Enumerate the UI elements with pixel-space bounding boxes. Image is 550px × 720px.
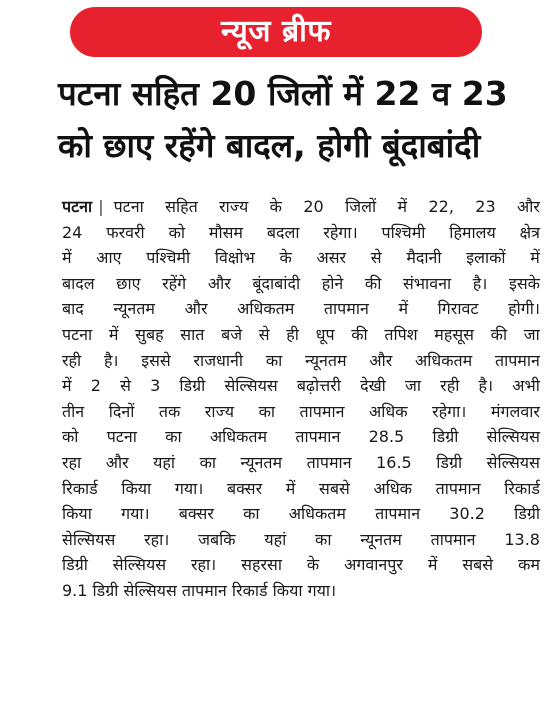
article-line	[62, 527, 540, 553]
word: रहेगा।	[432, 401, 467, 421]
article-line	[62, 296, 540, 322]
word: डिग्री	[62, 555, 88, 575]
article-line-text	[62, 476, 540, 502]
word: 2	[90, 376, 101, 396]
word: की	[364, 273, 382, 293]
word: का	[243, 504, 260, 524]
word: का	[258, 401, 275, 421]
word: तापमान	[295, 427, 341, 447]
word: आए	[96, 248, 122, 268]
word: अधिकतम	[288, 504, 346, 524]
word: जबकि	[198, 529, 236, 549]
word: रहा।	[191, 555, 217, 575]
word: सुबह	[135, 324, 164, 344]
word: के	[269, 197, 282, 216]
word: में	[427, 555, 438, 575]
word: से	[258, 324, 270, 344]
article-line-text: 9.1 डिग्री सेल्सियस तापमान रिकार्ड किया गया।	[62, 580, 337, 600]
word: हिमालय	[449, 222, 496, 242]
word: जा	[404, 376, 421, 396]
word: यहां	[153, 452, 176, 472]
word: बक्सर	[227, 478, 263, 498]
word: फरवरी	[106, 222, 145, 242]
article-line	[62, 322, 540, 348]
word: 13.8	[504, 529, 540, 549]
article-line-text	[62, 424, 540, 450]
word: धूप	[315, 324, 335, 344]
dateline: पटना	[62, 197, 93, 216]
word: रहेगा।	[323, 222, 358, 242]
word: इसके	[508, 273, 540, 293]
word: का	[265, 350, 283, 370]
word: जा	[523, 324, 540, 344]
word: अधिक	[369, 401, 408, 421]
word: 3	[150, 376, 161, 396]
article-line	[62, 348, 540, 374]
article-line-text	[114, 194, 540, 220]
word: की	[490, 324, 508, 344]
word: सेल्सियस	[112, 555, 167, 575]
word: रहा।	[144, 529, 170, 549]
word: 22,	[428, 197, 454, 216]
word: में	[62, 376, 72, 396]
word: में	[398, 299, 409, 319]
word: 20	[303, 197, 324, 216]
word: का	[165, 427, 182, 447]
word: सात	[180, 324, 205, 344]
article-line-text	[62, 450, 540, 476]
headline-line: पटना सहित 20 जिलों में 22 व 23	[58, 74, 508, 113]
word: रही	[440, 376, 460, 396]
word: और	[369, 350, 393, 370]
word: अधिक	[373, 478, 412, 498]
article-line-text	[62, 399, 540, 425]
word: सेल्सियस	[224, 376, 278, 396]
word: के	[306, 555, 320, 575]
section-banner	[70, 7, 482, 57]
word: अधिकतम	[209, 427, 268, 447]
word: है।	[103, 350, 119, 370]
word: तापमान	[494, 350, 540, 370]
word: है।	[472, 273, 488, 293]
word: सहरसा	[241, 555, 282, 575]
word: ही	[286, 324, 299, 344]
word: बदला	[266, 222, 300, 242]
article-line-text	[62, 348, 540, 374]
word: न्यूनतम	[113, 299, 155, 319]
word: 30.2	[449, 504, 485, 524]
word: राज्य	[204, 401, 235, 421]
word: तापमान	[375, 504, 421, 524]
word: होने	[321, 273, 344, 293]
word: असर	[316, 248, 347, 268]
word: इससे	[141, 350, 171, 370]
article-line	[62, 220, 540, 246]
word: में	[62, 248, 72, 268]
word: सेल्सियस	[486, 427, 540, 447]
article-line-text	[62, 501, 540, 527]
word: राज्य	[219, 197, 249, 216]
word: रहा	[62, 452, 82, 472]
word: महसूस	[434, 324, 474, 344]
word: न्यूनतम	[360, 529, 402, 549]
word: पश्चिमी	[381, 222, 426, 242]
word: राजधानी	[193, 350, 244, 370]
article-line-text	[62, 245, 540, 271]
word: देखी	[360, 376, 386, 396]
word: और	[105, 452, 129, 472]
word: अभी	[512, 376, 540, 396]
article-line	[62, 424, 540, 450]
word: तक	[158, 401, 181, 421]
word: के	[279, 248, 292, 268]
word: में	[397, 197, 408, 216]
word: क्षेत्र	[519, 222, 540, 242]
article-line-text	[62, 271, 540, 297]
word: गिरावट	[437, 299, 479, 319]
word: रही	[62, 350, 82, 370]
word: मैदानी	[406, 248, 442, 268]
article-line	[62, 552, 540, 578]
word: को	[62, 427, 79, 447]
word: बादल	[62, 273, 95, 293]
word: की	[351, 324, 368, 344]
word: 23	[475, 197, 496, 216]
word: में	[285, 478, 296, 498]
word: मंगलवार	[490, 401, 540, 421]
word: से	[370, 248, 382, 268]
word: मौसम	[208, 222, 243, 242]
word: 16.5	[376, 452, 412, 472]
word: पटना	[62, 324, 93, 344]
article-line	[62, 450, 540, 476]
section-title: न्यूज ब्रीफ	[221, 14, 331, 49]
article-line	[62, 271, 540, 297]
headline-line: को छाए रहेंगे बादल, होगी बूंदाबांदी	[58, 126, 481, 165]
article-line	[62, 373, 540, 399]
article-line-text	[62, 373, 540, 399]
word: संभावना	[402, 273, 452, 293]
word: और	[517, 197, 540, 216]
word: न्यूनतम	[240, 452, 283, 472]
article-line	[62, 476, 540, 502]
word: से	[120, 376, 131, 396]
word: इलाकों	[466, 248, 506, 268]
article-line	[62, 578, 540, 604]
word: यहां	[264, 529, 287, 549]
article-line	[62, 245, 540, 271]
word: बजे	[221, 324, 243, 344]
word: बूंदाबांदी	[252, 273, 301, 293]
article-line-text	[62, 220, 540, 246]
headline	[58, 68, 538, 172]
word: दिनों	[108, 401, 135, 421]
word: बक्सर	[178, 504, 214, 524]
word: में	[530, 248, 540, 268]
word: तापमान	[306, 452, 352, 472]
article-line	[62, 501, 540, 527]
word: सबसे	[319, 478, 350, 498]
word: कम	[518, 555, 540, 575]
word: न्यूनतम	[305, 350, 347, 370]
word: डिग्री	[179, 376, 206, 396]
word: छाए	[116, 273, 141, 293]
word: है।	[478, 376, 494, 396]
article-line-text	[62, 527, 540, 553]
word: डिग्री	[436, 452, 463, 472]
word: और	[184, 299, 208, 319]
word: अधिकतम	[415, 350, 473, 370]
word: का	[315, 529, 332, 549]
word: तपिश	[384, 324, 418, 344]
article-line	[62, 399, 540, 425]
article-body	[62, 194, 540, 604]
word: अगवानपुर	[344, 555, 403, 575]
word: जिलों	[345, 197, 377, 216]
word: तापमान	[299, 401, 345, 421]
word: रिकार्ड	[62, 478, 98, 498]
word: पटना	[113, 197, 144, 216]
word: होगी।	[508, 299, 540, 319]
word: बढ़ोत्तरी	[296, 376, 341, 396]
article-line-text	[62, 296, 540, 322]
word: सेल्सियस	[62, 529, 116, 549]
word: पटना	[106, 427, 137, 447]
word: रिकार्ड	[504, 478, 540, 498]
word: गया।	[121, 504, 150, 524]
dateline-separator: |	[98, 197, 104, 216]
article-line-text	[62, 552, 540, 578]
word: तापमान	[323, 299, 369, 319]
word: का	[199, 452, 217, 472]
word: अधिकतम	[237, 299, 295, 319]
word: डिग्री	[514, 504, 540, 524]
word: पश्चिमी	[146, 248, 191, 268]
word: किया	[62, 504, 92, 524]
word: 24	[62, 222, 83, 242]
word: सेल्सियस	[486, 452, 540, 472]
article-line-text	[62, 322, 540, 348]
word: सबसे	[462, 555, 494, 575]
word: 28.5	[368, 427, 405, 447]
word: तापमान	[430, 529, 476, 549]
word: को	[168, 222, 186, 242]
word: सहित	[165, 197, 198, 216]
article-first-line	[62, 194, 540, 220]
word: और	[207, 273, 231, 293]
word: तीन	[62, 401, 85, 421]
word: गया।	[174, 478, 204, 498]
word: डिग्री	[432, 427, 459, 447]
word: बाद	[62, 299, 84, 319]
word: में	[108, 324, 119, 344]
word: किया	[121, 478, 152, 498]
word: रहेंगे	[162, 273, 187, 293]
word: विक्षोभ	[214, 248, 255, 268]
word: तापमान	[435, 478, 481, 498]
